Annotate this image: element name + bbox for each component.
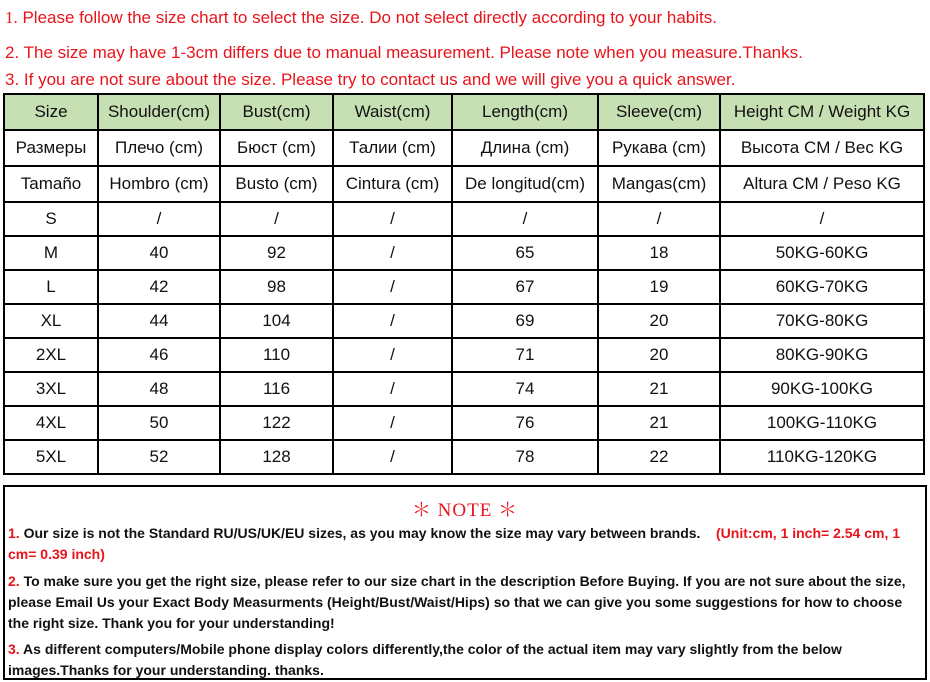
table-cell: 104 [220,304,333,338]
table-cell: 69 [452,304,598,338]
top-note-1-text: Please follow the size chart to select the size. Do not select directly according to your habits. [17,8,717,27]
table-cell: 20 [598,338,720,372]
header-cell: Sleeve(cm) [598,94,720,130]
size-label-cell: 5XL [4,440,98,474]
top-note-2-number: 2. [5,43,20,62]
top-note-2 [5,43,803,63]
table-cell: 92 [220,236,333,270]
header-cell: Size [4,94,98,130]
table-row [4,270,924,304]
note-paragraph-2 [8,571,918,634]
note-paragraph-3 [8,639,918,681]
table-cell: / [452,202,598,236]
table-cell: 71 [452,338,598,372]
table-cell: 20 [598,304,720,338]
table-cell: 80KG-90KG [720,338,924,372]
table-cell: 76 [452,406,598,440]
table-cell: / [598,202,720,236]
size-label-cell: 4XL [4,406,98,440]
table-cell: 110 [220,338,333,372]
note-2-text: To make sure you get the right size, please refer to our size chart in the description Before Buying. If you are not sure about the size, please Email Us your Exact Body Measurments (Height/Bust/Waist/Hips) so that we can give you some suggestions for how to choose the right size. Thank you for your understanding! [8,573,906,631]
header-cell: Высота CM / Вес KG [720,130,924,166]
top-note-1-number: 1. [5,8,18,27]
size-label-cell: 3XL [4,372,98,406]
header-cell: Mangas(cm) [598,166,720,202]
table-cell: 78 [452,440,598,474]
table-cell: 70KG-80KG [720,304,924,338]
header-cell: Tamaño [4,166,98,202]
table-cell: / [333,270,452,304]
table-cell: 40 [98,236,220,270]
header-cell: De longitud(cm) [452,166,598,202]
table-row [4,372,924,406]
table-cell: / [333,236,452,270]
table-cell: 22 [598,440,720,474]
header-cell: Плечо (cm) [98,130,220,166]
table-cell: / [98,202,220,236]
table-row [4,440,924,474]
table-cell: 44 [98,304,220,338]
top-note-1 [5,8,717,28]
header-cell: Cintura (cm) [333,166,452,202]
table-cell: / [333,338,452,372]
size-chart-body [4,94,924,474]
table-cell: 128 [220,440,333,474]
table-cell: 52 [98,440,220,474]
table-row [4,202,924,236]
table-cell: / [333,406,452,440]
table-cell: 100KG-110KG [720,406,924,440]
note-paragraph-1 [8,523,918,565]
size-label-cell: 2XL [4,338,98,372]
note-3-text: As different computers/Mobile phone display colors differently,the color of the actual item may vary slightly from the below images.Thanks for your understanding. thanks. [8,641,842,678]
table-cell: 21 [598,406,720,440]
note-1-number: 1. [8,525,20,541]
top-note-3 [5,70,735,90]
table-cell: / [220,202,333,236]
table-cell: 46 [98,338,220,372]
table-cell: 60KG-70KG [720,270,924,304]
table-row [4,236,924,270]
header-cell: Height CM / Weight KG [720,94,924,130]
size-label-cell: XL [4,304,98,338]
header-cell: Bust(cm) [220,94,333,130]
header-cell: Busto (cm) [220,166,333,202]
table-cell: 65 [452,236,598,270]
note-1-text: Our size is not the Standard RU/US/UK/EU sizes, as you may know the size may vary between brands. [19,525,701,541]
header-cell: Altura CM / Peso KG [720,166,924,202]
table-cell: 42 [98,270,220,304]
table-row [4,304,924,338]
header-cell: Hombro (cm) [98,166,220,202]
size-label-cell: S [4,202,98,236]
header-cell: Бюст (cm) [220,130,333,166]
table-cell: / [333,304,452,338]
table-cell: / [333,202,452,236]
table-cell: 74 [452,372,598,406]
table-cell: 122 [220,406,333,440]
table-cell: 90KG-100KG [720,372,924,406]
header-cell: Waist(cm) [333,94,452,130]
header-cell: Талии (cm) [333,130,452,166]
table-cell: 48 [98,372,220,406]
table-cell: / [333,440,452,474]
table-cell: / [333,372,452,406]
note-box [3,485,927,680]
header-row-russian [4,130,924,166]
note-title: ＊ NOTE ＊ [411,500,519,521]
size-label-cell: M [4,236,98,270]
table-cell: 18 [598,236,720,270]
table-cell: / [720,202,924,236]
table-cell: 116 [220,372,333,406]
header-cell: Длина (cm) [452,130,598,166]
table-cell: 50KG-60KG [720,236,924,270]
note-1-unit: (Unit:cm, 1 inch= 2.54 cm, 1 cm= 0.39 inch) [8,525,901,562]
table-cell: 19 [598,270,720,304]
top-note-2-text: The size may have 1-3cm differs due to manual measurement. Please note when you measure.Thanks. [19,43,803,62]
header-cell: Length(cm) [452,94,598,130]
table-cell: 67 [452,270,598,304]
header-row-spanish [4,166,924,202]
top-note-3-number: 3. [5,70,20,89]
note-3-number: 3. [8,641,20,657]
header-cell: Рукава (cm) [598,130,720,166]
size-label-cell: L [4,270,98,304]
table-cell: 21 [598,372,720,406]
size-chart-table [3,93,925,475]
table-row [4,406,924,440]
top-note-3-text: If you are not sure about the size. Please try to contact us and we will give you a quick answer. [19,70,736,89]
note-2-number: 2. [8,573,20,589]
table-cell: 110KG-120KG [720,440,924,474]
table-row [4,338,924,372]
table-cell: 50 [98,406,220,440]
header-row-english [4,94,924,130]
header-cell: Shoulder(cm) [98,94,220,130]
table-cell: 98 [220,270,333,304]
header-cell: Размеры [4,130,98,166]
